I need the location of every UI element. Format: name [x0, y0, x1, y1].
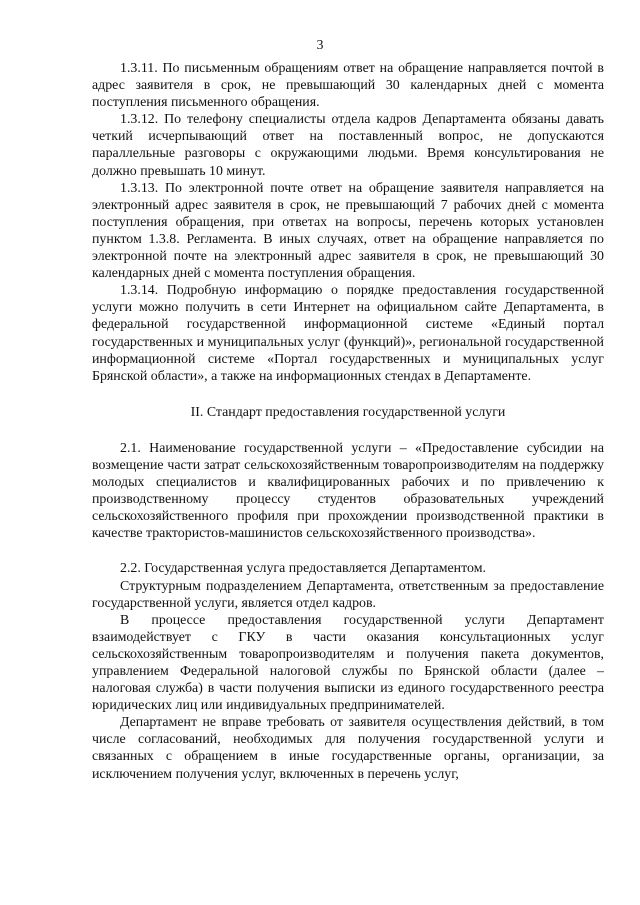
paragraph-1-3-11: 1.3.11. По письменным обращениям ответ на обращение направляется почтой в адрес заявителя в срок, не превышающий 30 календарных дней с момента поступления письменного обращения.: [92, 61, 604, 111]
paragraph-2-2: 2.2. Государственная услуга предоставляется Департаментом.: [120, 561, 486, 577]
document-body: [92, 60, 604, 783]
page-number: 3: [316, 38, 324, 53]
paragraph-1-3-14: 1.3.14. Подробную информацию о порядке предоставления государственной услуги можно получить в сети Интернет на официальном сайте Департамента, в федеральной государственной информационной системе «Единый портал государственных и муниципальных услуг (функций)», региональной государственной информационной системе «Портал государственных и муниципальных услуг Брянской области», а также на информационных стендах в Департаменте.: [92, 283, 604, 384]
paragraph-interaction: В процессе предоставления государственной услуги Департамент взаимодействует с ГКУ в части оказания консультационных услуг сельскохозяйственным товаропроизводителям и получения пакета документов, управлением Федеральной налоговой службы по Брянской области (далее – налоговая служба) в части получения выписки из единого государственного реестра юридических лиц или индивидуальных предпринимателей.: [92, 612, 604, 714]
paragraph-restrictions: Департамент не вправе требовать от заявителя осуществления действий, в том числе согласований, необходимых для получения государственной услуги и связанных с обращением в иные государственные органы, организации, за исключением получения услуг, включенных в перечень услуг,: [92, 715, 604, 782]
paragraph-structural-unit: Структурным подразделением Департамента, ответственным за предоставление государственной услуги, является отдел кадров.: [92, 578, 604, 611]
paragraph-2-1: 2.1. Наименование государственной услуги – «Предоставление субсидии на возмещение части затрат сельскохозяйственным товаропроизводителям на поддержку молодых специалистов и квалифицированных рабочих и по привлечению к производственному процессу студентов образовательных учреждений сельскохозяйственного профиля при прохождении производственной практики в качестве трактористов-машинистов сельскохозяйственного производства».: [92, 440, 604, 542]
paragraph-1-3-13: 1.3.13. По электронной почте ответ на обращение заявителя направляется на электронный адрес заявителя в срок, не превышающий 7 рабочих дней с момента поступления обращения, при ответах на вопросы, перечень которых установлен пунктом 1.3.8. Регламента. В иных случаях, ответ на обращение направляется по электронной почте на электронный адрес заявителя в срок, не превышающий 30 календарных дней с момента поступления обращения.: [92, 180, 604, 282]
paragraph-gap: [92, 542, 604, 560]
section-heading: II. Стандарт предоставления государственной услуги: [190, 404, 506, 420]
paragraph-1-3-12: 1.3.12. По телефону специалисты отдела кадров Департамента обязаны давать четкий исчерпывающий ответ на поставленный вопрос, не допускаются параллельные разговоры с окружающими людьми. Время консультирования не должно превышать 10 минут.: [92, 112, 604, 179]
